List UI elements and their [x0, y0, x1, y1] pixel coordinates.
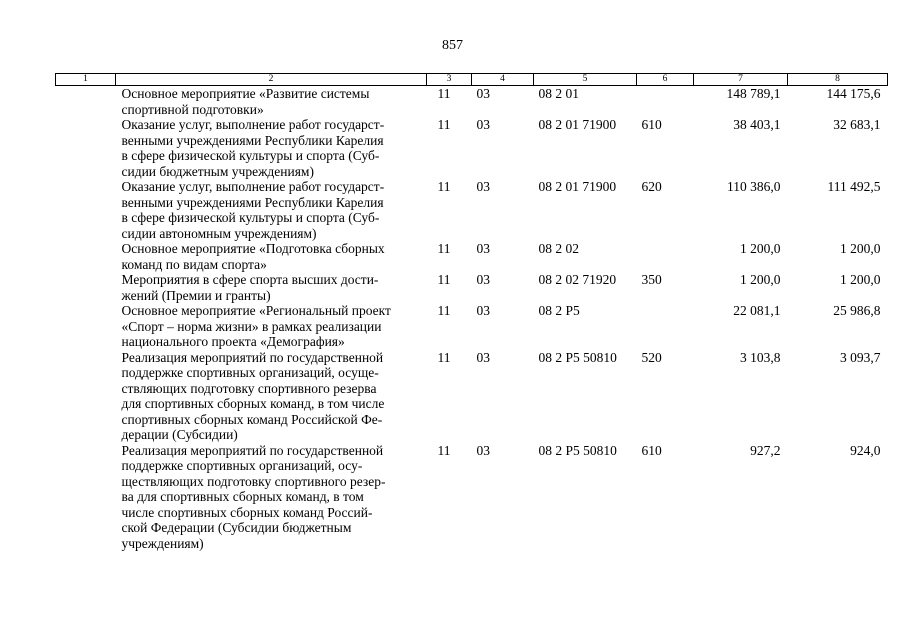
row-podrazdel: 03: [476, 303, 490, 318]
row-sum-2: 924,0: [850, 442, 881, 458]
row-sum-2: 25 986,8: [833, 303, 881, 318]
row-sum-1: 927,2: [750, 442, 781, 458]
row-sum-1: 148 789,1: [726, 86, 781, 101]
row-razdel: 11: [437, 442, 451, 458]
table-row: [56, 303, 888, 350]
row-expense-type: [637, 241, 694, 272]
row-sum-2: 144 175,6: [826, 86, 881, 101]
row-target-article: 08 2 02 71920: [538, 272, 617, 287]
row-sum-1: 22 081,1: [733, 303, 781, 318]
row-name: Основное мероприятие «Подготовка сборных команд по видам спорта»: [121, 241, 385, 272]
row-sum-2: 32 683,1: [833, 117, 881, 132]
row-blank-cell: [56, 303, 116, 350]
column-number: 6: [637, 74, 694, 86]
row-blank-cell: [56, 272, 116, 303]
row-target-article: 08 2 01 71900: [538, 117, 617, 132]
row-blank-cell: [56, 179, 116, 241]
row-podrazdel: 03: [476, 241, 490, 256]
row-expense-type: [637, 303, 694, 350]
row-blank-cell: [56, 443, 116, 552]
row-blank-cell: [56, 241, 116, 272]
row-name: Мероприятия в сфере спорта высших дости- жений (Премии и гранты): [121, 272, 379, 303]
row-razdel: 11: [437, 303, 451, 318]
table-row: [56, 117, 888, 179]
row-sum-2: 111 492,5: [827, 179, 881, 194]
row-expense-type: [637, 86, 694, 118]
row-name: Оказание услуг, выполнение работ государст- венными учреждениями Республики Карелия в сфере физической культуры и спорта (Суб- сидии бюджетным учреждениям): [121, 117, 385, 179]
table-row: [56, 443, 888, 552]
row-expense-type: 620: [641, 179, 662, 194]
row-razdel: 11: [437, 117, 451, 132]
row-expense-type: 520: [641, 349, 662, 365]
row-sum-2: 3 093,7: [840, 349, 881, 365]
column-number: 7: [694, 74, 788, 86]
row-razdel: 11: [437, 272, 451, 287]
column-number: 5: [534, 74, 637, 86]
column-number: 8: [788, 74, 888, 86]
row-razdel: 11: [437, 179, 451, 194]
table-row: [56, 350, 888, 443]
column-number: 2: [116, 74, 427, 86]
row-sum-2: 1 200,0: [840, 272, 881, 287]
row-sum-1: 110 386,0: [727, 179, 781, 194]
budget-table: [55, 73, 888, 551]
row-name: Основное мероприятие «Региональный проект «Спорт – норма жизни» в рамках реализации национального проекта «Демография»: [121, 303, 391, 349]
row-sum-1: 38 403,1: [733, 117, 781, 132]
page-number: 857: [442, 38, 463, 53]
row-target-article: 08 2 P5 50810: [538, 349, 617, 365]
row-podrazdel: 03: [476, 86, 490, 101]
row-podrazdel: 03: [476, 117, 490, 132]
row-razdel: 11: [437, 349, 451, 365]
table-row: [56, 241, 888, 272]
row-name: Реализация мероприятий по государственной поддержке спортивных организаций, осу- ществляющих подготовку спортивного резер- ва для спортивных сборных команд, в том числе спортивных сборных команд Россий- ской Федерации (Субсидии бюджетным учреждениям): [121, 442, 386, 551]
row-name: Реализация мероприятий по государственной поддержке спортивных организаций, осуще- ствляющих подготовку спортивного резерва для спортивных сборных команд, в том числе спортивных сборных команд Российской Фе- дерации (Субсидии): [121, 349, 385, 442]
row-sum-2: 1 200,0: [840, 241, 881, 256]
row-expense-type: 350: [641, 272, 662, 287]
row-expense-type: 610: [641, 117, 662, 132]
row-target-article: 08 2 01 71900: [538, 179, 617, 194]
column-number: 4: [472, 74, 534, 86]
row-target-article: 08 2 02: [538, 241, 579, 256]
column-number: 1: [56, 74, 116, 86]
row-target-article: 08 2 P5 50810: [538, 442, 617, 458]
column-number-row: [56, 74, 888, 86]
row-razdel: 11: [437, 86, 451, 101]
table-row: [56, 179, 888, 241]
row-blank-cell: [56, 350, 116, 443]
row-sum-1: 3 103,8: [740, 349, 781, 365]
row-name: Оказание услуг, выполнение работ государст- венными учреждениями Республики Карелия в сфере физической культуры и спорта (Суб- сидии автономным учреждениям): [121, 179, 385, 241]
row-sum-1: 1 200,0: [740, 272, 781, 287]
row-podrazdel: 03: [476, 272, 490, 287]
row-podrazdel: 03: [476, 179, 490, 194]
row-target-article: 08 2 01: [538, 86, 579, 101]
row-podrazdel: 03: [476, 442, 490, 458]
column-number: 3: [427, 74, 472, 86]
row-name: Основное мероприятие «Развитие системы спортивной подготовки»: [121, 86, 370, 117]
table-row: [56, 86, 888, 118]
row-expense-type: 610: [641, 442, 662, 458]
row-podrazdel: 03: [476, 349, 490, 365]
table-row: [56, 272, 888, 303]
row-razdel: 11: [437, 241, 451, 256]
row-blank-cell: [56, 86, 116, 118]
row-target-article: 08 2 P5: [538, 303, 580, 318]
row-blank-cell: [56, 117, 116, 179]
row-sum-1: 1 200,0: [740, 241, 781, 256]
